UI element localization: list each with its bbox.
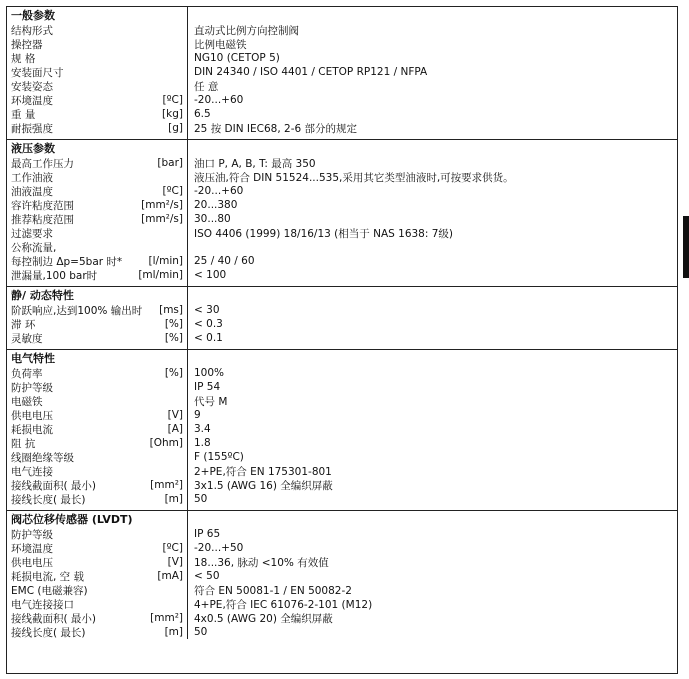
spec-table	[6, 6, 678, 674]
row-unit: [Ohm]	[149, 437, 183, 449]
row-value: < 0.1	[194, 332, 223, 344]
row-value: 25 / 40 / 60	[194, 255, 255, 267]
row-label: 推荐粘度范围	[11, 213, 74, 226]
table-row	[7, 436, 677, 450]
row-unit: [mm²]	[150, 612, 183, 624]
table-row	[7, 527, 677, 541]
row-label: 重 量	[11, 108, 36, 121]
row-label: 供电电压	[11, 556, 53, 569]
row-value: 液压油,符合 DIN 51524...535,采用其它类型油液时,可按要求供货。	[194, 171, 514, 184]
row-label: 电气连接	[11, 465, 53, 478]
row-unit: [V]	[167, 409, 183, 421]
row-unit: [g]	[168, 122, 183, 134]
section-title-row	[7, 287, 677, 303]
table-row	[7, 569, 677, 583]
table-row	[7, 37, 677, 51]
table-row	[7, 541, 677, 555]
row-value: 3.4	[194, 423, 211, 435]
row-label: 安装面尺寸	[11, 66, 64, 79]
row-label: 公称流量,	[11, 241, 57, 254]
section-general	[7, 7, 677, 139]
section-title-row	[7, 140, 677, 156]
row-value: ISO 4406 (1999) 18/16/13 (相当于 NAS 1638: 7级)	[194, 227, 454, 240]
row-value: < 30	[194, 304, 220, 316]
row-label: 接线长度( 最长)	[11, 493, 86, 506]
table-row	[7, 79, 677, 93]
row-unit: [mA]	[157, 570, 183, 582]
table-row	[7, 198, 677, 212]
row-value: DIN 24340 / ISO 4401 / CETOP RP121 / NFPA	[194, 66, 428, 78]
row-label: 线圈绝缘等级	[11, 451, 74, 464]
section-title-row	[7, 511, 677, 527]
row-unit: [mm²/s]	[141, 199, 183, 211]
row-unit: [%]	[164, 367, 183, 379]
table-row	[7, 184, 677, 198]
table-row	[7, 394, 677, 408]
row-value: IP 65	[194, 528, 221, 540]
table-row	[7, 450, 677, 464]
table-row	[7, 156, 677, 170]
table-row	[7, 51, 677, 65]
row-label: 电磁铁	[11, 395, 43, 408]
row-unit: [%]	[164, 318, 183, 330]
row-label: 负荷率	[11, 367, 43, 380]
row-unit: [ms]	[159, 304, 183, 316]
row-value: 30...80	[194, 213, 231, 225]
row-unit: [ºC]	[162, 542, 183, 554]
section-hydraulic	[7, 139, 677, 286]
table-row	[7, 408, 677, 422]
row-label: 阶跃响应,达到100% 输出时	[11, 304, 143, 317]
row-value: 50	[194, 626, 208, 638]
row-label: 环境温度	[11, 542, 53, 555]
row-label: 油液温度	[11, 185, 53, 198]
section-lvdt	[7, 510, 677, 639]
row-value: < 0.3	[194, 318, 223, 330]
table-row	[7, 611, 677, 625]
row-label: 供电电压	[11, 409, 53, 422]
row-label: 工作油液	[11, 171, 53, 184]
table-row	[7, 303, 677, 317]
row-unit: [ºC]	[162, 94, 183, 106]
row-value: 9	[194, 409, 201, 421]
row-value: -20...+60	[194, 185, 244, 197]
row-label: 灵敏度	[11, 332, 43, 345]
row-unit: [%]	[164, 332, 183, 344]
row-label: 最高工作压力	[11, 157, 74, 170]
table-row	[7, 107, 677, 121]
table-row	[7, 240, 677, 254]
section-title-row	[7, 350, 677, 366]
row-value: 20...380	[194, 199, 238, 211]
row-label: 泄漏量,100 bar时	[11, 269, 98, 282]
row-label: 耗损电流	[11, 423, 53, 436]
row-label: 阻 抗	[11, 437, 36, 450]
row-unit: [m]	[164, 626, 183, 638]
table-row	[7, 492, 677, 506]
row-value: 50	[194, 493, 208, 505]
row-value: -20...+50	[194, 542, 244, 554]
section-title: 液压参数	[11, 142, 55, 155]
row-unit: [kg]	[162, 108, 183, 120]
table-row	[7, 226, 677, 240]
table-row	[7, 597, 677, 611]
row-label: 接线截面积( 最小)	[11, 612, 97, 625]
page-edge-tab	[683, 216, 689, 278]
row-value: 4x0.5 (AWG 20) 全编织屏蔽	[194, 612, 333, 625]
row-value: 25 按 DIN IEC68, 2-6 部分的规定	[194, 122, 357, 135]
row-value: NG10 (CETOP 5)	[194, 52, 280, 64]
row-label: EMC (电磁兼容)	[11, 584, 88, 597]
row-label: 耗损电流, 空 载	[11, 570, 85, 583]
table-row	[7, 170, 677, 184]
section-title: 静/ 动态特性	[11, 289, 74, 302]
row-value: 6.5	[194, 108, 211, 120]
table-row	[7, 93, 677, 107]
table-row	[7, 23, 677, 37]
row-value: 任 意	[194, 80, 219, 93]
row-label: 滞 环	[11, 318, 36, 331]
table-row	[7, 331, 677, 345]
row-label: 接线截面积( 最小)	[11, 479, 97, 492]
section-title: 电气特性	[11, 352, 55, 365]
row-label: 操控器	[11, 38, 43, 51]
section-title: 一般参数	[11, 9, 55, 22]
section-static-dynamic	[7, 286, 677, 349]
row-value: < 100	[194, 269, 227, 281]
row-value: 符合 EN 50081-1 / EN 50082-2	[194, 584, 352, 597]
row-unit: [mm²/s]	[141, 213, 183, 225]
row-label: 接线长度( 最长)	[11, 626, 86, 639]
table-row	[7, 254, 677, 268]
row-label: 结构形式	[11, 24, 53, 37]
row-value: 100%	[194, 367, 225, 379]
table-row	[7, 121, 677, 135]
row-label: 耐振强度	[11, 122, 53, 135]
row-unit: [ml/min]	[138, 269, 183, 281]
table-row	[7, 366, 677, 380]
row-label: 安装姿态	[11, 80, 53, 93]
row-value: < 50	[194, 570, 220, 582]
row-value: 比例电磁铁	[194, 38, 247, 51]
row-value: F (155ºC)	[194, 451, 244, 463]
table-row	[7, 65, 677, 79]
row-unit: [bar]	[157, 157, 183, 169]
table-row	[7, 464, 677, 478]
table-row	[7, 268, 677, 282]
table-row	[7, 583, 677, 597]
row-value: 油口 P, A, B, T: 最高 350	[194, 157, 316, 170]
table-row	[7, 212, 677, 226]
row-label: 过滤要求	[11, 227, 53, 240]
row-label: 每控制边 Δp=5bar 时*	[11, 255, 123, 268]
row-unit: [ºC]	[162, 185, 183, 197]
row-value: 2+PE,符合 EN 175301-801	[194, 465, 332, 478]
row-label: 电气连接接口	[11, 598, 74, 611]
row-unit: [m]	[164, 493, 183, 505]
row-value: IP 54	[194, 381, 221, 393]
row-unit: [V]	[167, 556, 183, 568]
section-title-row	[7, 7, 677, 23]
row-value: 代号 M	[194, 395, 228, 408]
row-value: 3x1.5 (AWG 16) 全编织屏蔽	[194, 479, 333, 492]
row-value: 4+PE,符合 IEC 61076-2-101 (M12)	[194, 598, 373, 611]
table-row	[7, 422, 677, 436]
table-row	[7, 555, 677, 569]
table-row	[7, 625, 677, 639]
section-electrical	[7, 349, 677, 510]
row-label: 环境温度	[11, 94, 53, 107]
table-row	[7, 380, 677, 394]
row-label: 防护等级	[11, 381, 53, 394]
row-label: 规 格	[11, 52, 36, 65]
row-unit: [l/min]	[148, 255, 183, 267]
row-value: 1.8	[194, 437, 211, 449]
section-title: 阀芯位移传感器 (LVDT)	[11, 513, 133, 526]
row-label: 防护等级	[11, 528, 53, 541]
row-value: 18...36, 脉动 <10% 有效值	[194, 556, 329, 569]
row-unit: [A]	[167, 423, 183, 435]
row-value: -20...+60	[194, 94, 244, 106]
row-label: 容许粘度范围	[11, 199, 74, 212]
row-value: 直动式比例方向控制阀	[194, 24, 299, 37]
row-unit: [mm²]	[150, 479, 183, 491]
table-row	[7, 478, 677, 492]
table-row	[7, 317, 677, 331]
